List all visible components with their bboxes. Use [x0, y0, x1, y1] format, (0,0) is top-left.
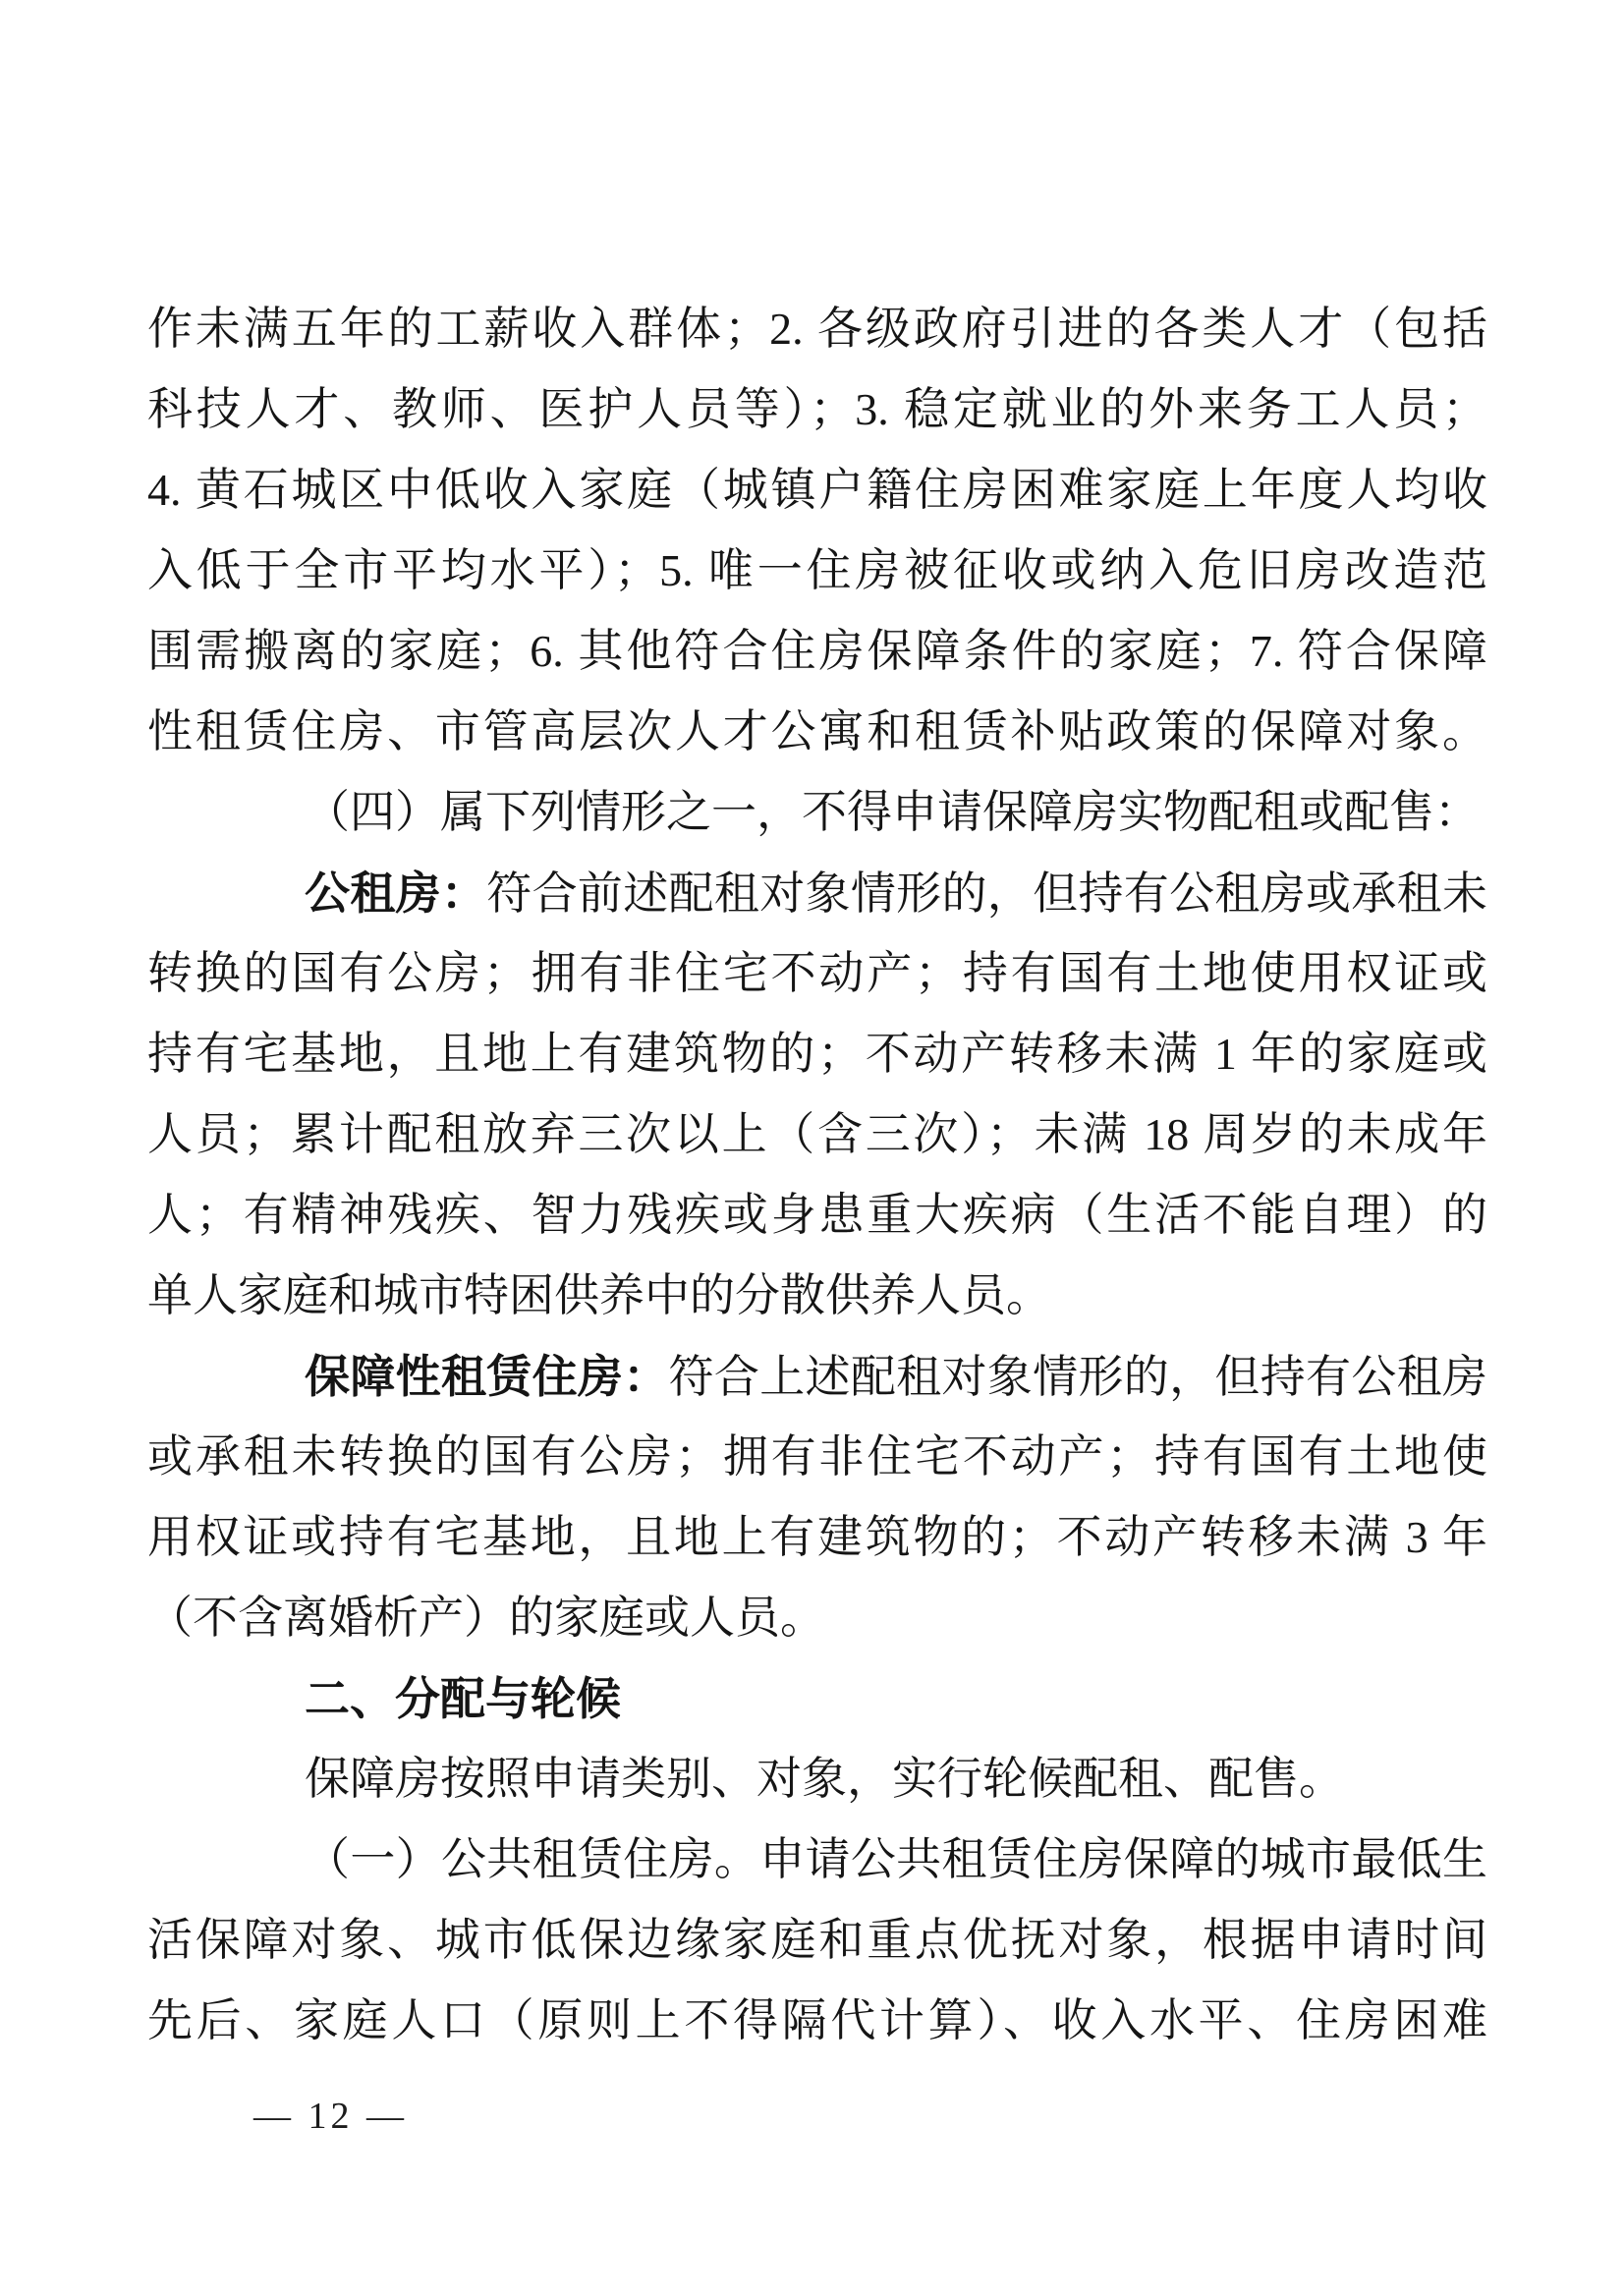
text-segment: 性租赁住房、市管高层次人才公寓和租赁补贴政策的保障对象。	[147, 706, 1487, 756]
text-line	[147, 531, 1487, 611]
bold-text-segment: 公租房：	[305, 868, 487, 919]
text-line	[147, 1981, 1487, 2061]
text-line	[147, 1819, 1487, 1900]
text-segment: 保障房按照申请类别、对象，实行轮候配租、配售。	[305, 1754, 1344, 1804]
text-line	[147, 1658, 1487, 1739]
bold-text-segment: 二、分配与轮候	[305, 1673, 621, 1724]
text-line	[147, 772, 1487, 853]
text-line	[147, 692, 1487, 772]
page-number: — 12 —	[253, 2096, 408, 2137]
text-line	[147, 450, 1487, 531]
text-line	[147, 1739, 1487, 1819]
text-segment: 人员；累计配租放弃三次以上（含三次）；未满 18 周岁的未成年	[147, 1109, 1487, 1159]
bold-text-segment: 保障性租赁住房：	[305, 1351, 669, 1402]
text-line	[147, 1497, 1487, 1578]
text-segment: （不含离婚析产）的家庭或人员。	[147, 1593, 825, 1643]
text-segment: 符合上述配租对象情形的，但持有公租房	[668, 1352, 1488, 1402]
text-segment: （一）公共租赁住房。申请公共租赁住房保障的城市最低生	[305, 1834, 1487, 1884]
document-body	[147, 289, 1487, 2061]
text-segment: 转换的国有公房；拥有非住宅不动产；持有国有土地使用权证或	[147, 948, 1487, 998]
text-segment: 先后、家庭人口（原则上不得隔代计算）、收入水平、住房困难	[147, 1995, 1487, 2045]
text-segment: 作未满五年的工薪收入群体；2. 各级政府引进的各类人才（包括	[147, 304, 1487, 354]
text-line	[147, 853, 1487, 933]
text-line	[147, 289, 1487, 369]
text-segment: 围需搬离的家庭；6. 其他符合住房保障条件的家庭；7. 符合保障	[147, 626, 1487, 676]
text-line	[147, 1578, 1487, 1658]
text-line	[147, 1900, 1487, 1981]
text-segment: （四）属下列情形之一，不得申请保障房实物配租或配售：	[305, 787, 1480, 837]
text-line	[147, 1417, 1487, 1497]
text-segment: 活保障对象、城市低保边缘家庭和重点优抚对象，根据申请时间	[147, 1915, 1487, 1965]
text-segment: 或承租未转换的国有公房；拥有非住宅不动产；持有国有土地使	[147, 1431, 1487, 1482]
text-segment: 人；有精神残疾、智力残疾或身患重大疾病（生活不能自理）的	[147, 1190, 1487, 1240]
text-line	[147, 1094, 1487, 1175]
text-line	[147, 369, 1487, 450]
text-segment: 科技人才、教师、医护人员等）；3. 稳定就业的外来务工人员；	[147, 384, 1487, 434]
text-segment: 用权证或持有宅基地，且地上有建筑物的；不动产转移未满 3 年	[147, 1512, 1487, 1562]
text-line	[147, 933, 1487, 1014]
text-segment: 入低于全市平均水平）；5. 唯一住房被征收或纳入危旧房改造范	[147, 545, 1487, 595]
text-line	[147, 1256, 1487, 1336]
text-line	[147, 1175, 1487, 1256]
text-line	[147, 1014, 1487, 1094]
text-segment: 持有宅基地，且地上有建筑物的；不动产转移未满 1 年的家庭或	[147, 1029, 1487, 1079]
text-segment: 单人家庭和城市特困供养中的分散供养人员。	[147, 1270, 1051, 1320]
text-segment: 符合前述配租对象情形的，但持有公租房或承租未	[486, 868, 1488, 919]
text-segment: 4. 黄石城区中低收入家庭（城镇户籍住房困难家庭上年度人均收	[147, 465, 1487, 515]
text-line	[147, 1336, 1487, 1417]
text-line	[147, 611, 1487, 692]
